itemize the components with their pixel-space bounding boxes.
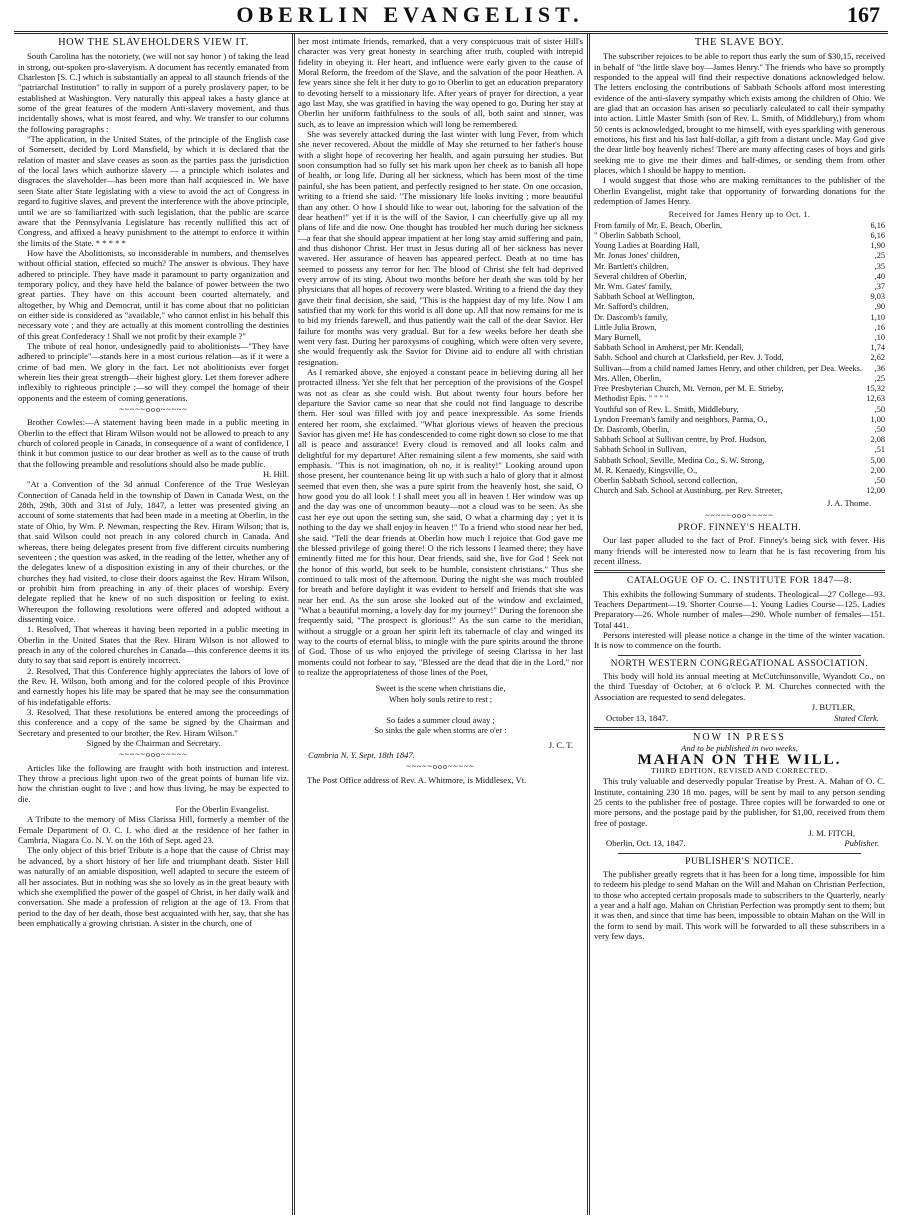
- notice: The Post Office address of Rev. A. Whitmore, is Middlesex, Vt.: [307, 774, 527, 785]
- donation-row: [594, 394, 885, 404]
- paragraph: Articles like the following are fraught with both instruction and interest. They throw a precious light upon two of the great points of human life viz. how the christian ought to live ; and how thus living, he may be expected to die.: [18, 762, 289, 804]
- paragraph: South Carolina has the notoriety, (we will not say honor ) of taking the lead in strong, out-spoken pro-slaveryism. A document has recently emanated from Charleston [S. C.] which is substantially an appeal to all staunch friends of the "patriarchal Institution" to rally in support of a purely proslavery paper, to be established at Washington. Very naturally this appeal takes a hasty glance at some of the great features of the modern Anti-slavery movement, and thus incidentally shows, what is most feared, and why. We transfer to our columns the following paragraphs :: [18, 51, 289, 134]
- page-number: 167: [847, 2, 880, 27]
- donation-amount: ,51: [874, 445, 885, 455]
- donation-row: [594, 302, 885, 312]
- poem-line: When holy souls retire to rest ;: [388, 694, 493, 704]
- donation-row: [594, 476, 885, 486]
- ornament-divider: ~~~~~ooo~~~~~: [119, 750, 188, 760]
- paragraph: her most intimate friends, remarked, that a very conspicuous trait of sister Hill's character was very great honesty in searching after truth, coupled with intrepid fidelity in obeying it. Her heart, and influence were early given to the cause of Moral Reform, the freedom of the Slave, and the salvation of the poor Heathen. A few years since she felt it her duty to go to Oberlin to get an education preparatory to devoting herself to a missionary life. After years of prayer for direction, a year ago last May, she was gratified in having the way opened to go. During her stay at Oberlin her uniform faithfulness to the souls of all, both saint and sinner, was such, as to leave an impression which will long be remembered.: [298, 36, 583, 129]
- donation-name: Oberlin Sabbath School, second collection,: [594, 475, 738, 485]
- paragraph: The subscriber rejoices to be able to report thus early the sum of $30,15, received in behalf of "the little slave boy—James Henry." The friends who have so promptly responded to the appeal will find their respective donations acknowledged below. The letters enclosing the contributions of Sabbath Schools afford most interesting evidence of the anti-slavery sympathy which exists among the children of Ohio. We are glad that an occasion has arisen so peculiarly calculated to call their sympathy into action. Little Master Smith (son of Rev. L. Smith, of Middlebury,) from whom 50 cents is acknowledged, brought to me himself, with eyes sparkling with generous emotions, his first and his last half-dollar, a gift from a distant uncle. May God give the dear little boy heavenly riches! There are many affecting cases of boys and girls seeking me to give me their dimes and half-dimes, or sending them from other places, which I should be happy to mention.: [594, 51, 885, 176]
- donation-amount: ,25: [874, 373, 885, 383]
- donation-row: [594, 231, 885, 241]
- donation-name: Mary Burnell,: [594, 333, 642, 343]
- donation-amount: ,16: [874, 322, 885, 332]
- donation-name: Little Julia Brown,: [594, 322, 657, 332]
- donation-name: Lyndon Freeman's family and neighbors, Parma, O.,: [594, 414, 768, 424]
- donation-name: Methodist Epis. " " " ": [594, 394, 669, 404]
- donation-list: [594, 221, 885, 496]
- ad-title: MAHAN ON THE WILL.: [637, 751, 842, 768]
- article-title: PUBLISHER'S NOTICE.: [685, 855, 794, 867]
- donation-amount: ,50: [874, 404, 885, 414]
- ornament-divider: ~~~~~ooo~~~~~: [705, 510, 774, 520]
- resolution: 1. Resolved, That whereas it having been reported in a public meeting in Oberlin in the United States that the Rev. Hiram Wilson is not allowed to preach in any of the colored churches in Canada—this conference deems it its duty to say that said report is entirely incorrect.: [18, 624, 289, 666]
- donation-amount: 1,10: [870, 312, 885, 322]
- donation-amount: ,10: [874, 333, 885, 343]
- donation-amount: ,50: [874, 424, 885, 434]
- letter-paragraph: Brother Cowles:—A statement having been made in a public meeting in Oberlin to the effect that Hiram Wilson would not be allowed to preach to any church of colored people in Canada, in consequence of a want of confidence, I think it but common justice to our dear brother as well as to the cause of truth that the following preamble and resolutions should also be made public.: [18, 417, 289, 469]
- donation-name: Church and Sab. School at Austinburg, per Rev. Streeter,: [594, 486, 783, 496]
- byline: For the Oberlin Evangelist.: [175, 804, 269, 815]
- dateline: Cambria N. Y. Sept. 18th 1847.: [308, 750, 415, 761]
- resolution: 3. Resolved, That these resolutions be entered among the proceedings of this conference and a copy of the same be signed by the Chairman and Secretary and presented to our brother, the Rev. Hiram Wilson.": [18, 707, 289, 738]
- donation-row: [594, 241, 885, 251]
- section-rule: [594, 727, 885, 730]
- donation-amount: ,36: [874, 363, 885, 373]
- donation-row: [594, 272, 885, 282]
- donation-name: Dr. Dascomb, Oberlin,: [594, 424, 670, 434]
- section-rule: [618, 853, 861, 854]
- column-3: [594, 36, 885, 1215]
- donation-name: Sullivan—from a child named James Henry, and other children, per Dea. Weeks.: [594, 363, 862, 373]
- column-2: [298, 36, 583, 1215]
- ornament-divider: ~~~~~ooo~~~~~: [406, 762, 475, 772]
- donation-name: Sabbath School in Amherst, per Mr. Kendall,: [594, 343, 744, 353]
- donation-row: [594, 425, 885, 435]
- donation-amount: 6,16: [870, 231, 885, 241]
- donation-amount: ,35: [874, 261, 885, 271]
- donation-amount: 12,63: [866, 394, 885, 404]
- donation-row: [594, 445, 885, 455]
- donation-row: [594, 384, 885, 394]
- donation-row: [594, 323, 885, 333]
- donation-amount: 5,00: [870, 455, 885, 465]
- donation-amount: ,90: [874, 302, 885, 312]
- donation-name: " Oberlin Sabbath School,: [594, 231, 681, 241]
- poem-line: So sinks the gale when storms are o'er :: [374, 726, 507, 736]
- paragraph: She was severely attacked during the last winter with lung Fever, from which she never recovered. About the middle of May she returned to her father's house with a slight hope of recovering her health, and again pursuing her studies. But soon consumption had so fully set his mark upon her cheek as to banish all hope of health, or long life. During all her sickness, which has been most of the time painful, she has been patient, and perfectly resigned to her state. On one occasion, writing to a friend she said. "The missionary life looks inviting ; more beautiful than any other. O how I should like to wear out, laboring for the salvation of the dear heathen!" yet if it is the will of the Savior, I can cheerfully give up all my plans of life and die now. One thought has troubled her much during her sickness—a fear that she should appear impatient at her long stay amid suffering and pain, and thus dishonor Christ. Her trust in Jesus during all of her sickness has never wavered. Her assurance of heaven has appeared perfect. Death at no time has seemed to possess any terror for her. The blood of Christ she felt had deprived every arrow of its sting. About two months before her death she was told by her physicians that all hopes of recovery were blasted. Writing to a friend the day they gave their final decision, she said, "This is the happiest day of my life. Now I am satisfied that my work for this world is all done up. All that now remains for me is to bid my friends farewell, and thus patiently wait the call of the dear Savior. Her failure for months was very gradual. But for a few weeks before her death she went very fast. During her paroxysms of coughing, which were often very severe, she would frequently ask the Savior for Divine aid to endure all with christian resignation.: [298, 129, 583, 367]
- donation-row: [594, 364, 885, 374]
- donation-amount: 1,90: [870, 241, 885, 251]
- donation-name: Mr. Wm. Gates' family,: [594, 282, 672, 292]
- donation-amount: ,25: [874, 251, 885, 261]
- article-title: NORTH WESTERN CONGREGATIONAL ASSOCIATION.: [610, 657, 869, 669]
- poem-line: Sweet is the scene when christians die,: [375, 684, 506, 694]
- donation-amount: 12,00: [866, 486, 885, 496]
- donation-row: [594, 262, 885, 272]
- donation-row: [594, 435, 885, 445]
- top-rule: [14, 31, 888, 34]
- paragraph: The only object of this brief Tribute is a hope that the cause of Christ may be advanced, by a short history of her life and triumphant death. Sister Hill was naturally of an amiable disposition, well adapted to secure the esteem of all her associates. But in nothing was she so lovely as in the great beauty with which she exemplified the power of the gospel of Christ, in her daily walk and conversation. She made a profession of religion at the age of 13. From that period to the day of her death, those best acquainted with her, say, that she has been emphatically a growing christian. A sister in the church, one of: [18, 845, 289, 928]
- paragraph: Our last paper alluded to the fact of Prof. Finney's being sick with fever. His many friends will be interested now to learn that he is fast recovering from his recent illness.: [594, 535, 885, 567]
- donation-name: Dr. Dascomb's family,: [594, 312, 668, 322]
- donation-row: [594, 456, 885, 466]
- quote-paragraph: "At a Convention of the 3d annual Conference of the True Wesleyan Connection of Canada held in the township of Dawn in Canada West, on the 28th, 29th, 30th and 31st of July, 1847, a letter was presented giving an account of some statements that had been made in a meeting at Oberlin, in the state of Ohio, by Wm. P. Newman, respecting the Rev. Hiram Wilson; that is, that said Wilson could not preach in any colored church in Canada. And whereas, there being delegates present from five different circuits numbering seventeen ; the question was asked, in the reading of the letter, whether any of the delegates knew of a disposition existing in any of their churches, or the churches they had visited, to close their doors against the Rev. Hiram Wilson, or prohibit him from preaching in any of their places of worship. Every delegate replied that he knew of no such disposition or feeling to exist. Whereupon the following resolutions were offered and adopted without a dissenting voice.: [18, 479, 289, 624]
- paragraph: This exhibits the following Summary of students. Theological—27 College—93. Teachers Department—19. Shorter Course—1. Young Ladies Course—125. Ladies Preparatory—26. Whole number of males—290. Whole number of females—151. Total 441.: [594, 588, 885, 630]
- letter-signature: H. Hill.: [262, 469, 289, 480]
- quote-paragraph: "The application, in the United States, of the principle of the English case of Somersett, decided by Lord Mansfield, by which it is declared that the relation of master and slave ceases as soon as the parties pass the jurisdiction of the local laws which authorize slavery — a principle which isolates and disgraces the slaveholder—has been more than half acquiesced in. We have seen State after State legislating with a view to avoid the act of Congress in regard to fugitive slaves, and prevent the interference with the above principle, until we are so familiarized with such legislation, that the public are scarce aware that the Pennsylvania Legislature has recently nullified this act of Congress, and affixed a heavy punishment to the attempt to enforce it within the limits of the State. * * * * *: [18, 134, 289, 248]
- paragraph: This truly valuable and deservedly popular Treatise by Prest. A. Mahan of O. C. Institute, containing 230 18 mo. pages, will be sent by mail to any person sending 25 cents to the publisher free of postage. Three copies will be forwarded to one or more persons, and the postage paid by the publisher, for $1,00, received from them free of postage.: [594, 776, 885, 828]
- article-title: THE SLAVE BOY.: [694, 37, 785, 48]
- donation-amount: 2,62: [870, 353, 885, 363]
- paragraph: This body will hold its annual meeting at McCutchinsonville, Wyandott Co., on the third Tuesday of October, at 6 o'clock P. M. Churches connected with the Association are requested to send delegates.: [594, 671, 885, 702]
- donation-name: Sabbath School at Wellington,: [594, 292, 695, 302]
- donation-row: [594, 282, 885, 292]
- donation-amount: ,50: [874, 475, 885, 485]
- donation-amount: 1,00: [870, 414, 885, 424]
- column-divider: [292, 34, 295, 1215]
- donation-name: Several children of Oberlin,: [594, 271, 687, 281]
- signature: J. A. Thome.: [826, 498, 871, 509]
- donation-name: Sabb. School and church at Clarksfield, per Rev. J. Todd,: [594, 353, 784, 363]
- donation-name: Sabbath School, Seville, Medina Co., S. W. Strong,: [594, 455, 765, 465]
- paragraph: A Tribute to the memory of Miss Clarissa Hill, formerly a member of the Female Department of O. C. I. who died at the residence of her father in Cambria, Niagara Co. N. Y. on the 16th of Sept. aged 23.: [18, 814, 289, 846]
- column-1: [18, 36, 289, 1215]
- donation-row: [594, 313, 885, 323]
- section-rule: [618, 655, 861, 656]
- donation-name: From family of Mr. E. Beach, Oberlin,: [594, 220, 723, 230]
- donation-row: [594, 466, 885, 476]
- paragraph: The publisher greatly regrets that it has been for a long time, impossible for him to redeem his pledge to send Mahan on the Will and Mahan on Christian Perfection, to those who accepted certain proposals made to subscribers to the Quarterly, nearly a year and a half ago. Mahan on Christian Perfection was promptly sent to them; but it was then, and since that time has been, impossible to obtain Mahan on the Will in the form to send by mail. This work will be forwarded to all these subscribers in a very few days.: [594, 868, 885, 942]
- donation-amount: 6,16: [870, 220, 885, 230]
- donation-row: [594, 415, 885, 425]
- donation-row: [594, 374, 885, 384]
- ad-subheading: And to be published in two weeks,: [681, 743, 798, 754]
- ad-edition: THIRD EDITION, REVISED AND CORRECTED.: [650, 765, 829, 775]
- donation-row: [594, 221, 885, 231]
- section-rule: [594, 570, 885, 573]
- donation-amount: 15,32: [866, 384, 885, 394]
- signature-line: [594, 838, 885, 848]
- role: Stated Clerk.: [834, 712, 879, 723]
- ad-heading: NOW IN PRESS: [693, 731, 786, 743]
- donation-name: Youthful son of Rev. L. Smith, Middlebury,: [594, 404, 739, 414]
- masthead: [0, 0, 900, 30]
- donation-name: M. R. Kenaedy, Kingsville, O.,: [594, 465, 698, 475]
- paragraph: I would suggest that those who are making remittances to the publisher of the Oberlin Evangelist, might take that opportunity of forwarding donations for the redemption of James Henry.: [594, 175, 885, 207]
- donation-name: Sabbath School at Sullivan centre, by Prof. Hudson,: [594, 435, 767, 445]
- donation-row: [594, 333, 885, 343]
- donation-amount: 2,08: [870, 435, 885, 445]
- signature: J. M. FITCH,: [808, 827, 855, 838]
- author-initials: J. C. T.: [548, 739, 573, 750]
- donation-row: [594, 251, 885, 261]
- paragraph: Persons interested will please notice a change in the time of the winter vacation. It is now to commence on the fourth.: [594, 630, 885, 651]
- column-divider: [587, 34, 590, 1215]
- article-title: HOW THE SLAVEHOLDERS VIEW IT.: [58, 37, 249, 48]
- donation-name: Mrs. Allen, Oberlin,: [594, 373, 662, 383]
- donation-row: [594, 405, 885, 415]
- donations-heading: Received for James Henry up to Oct. 1.: [668, 209, 811, 219]
- paragraph: The tribute of real honor, undesignedly paid to abolitionists—"They have adhered to principle"—stands here in a most curious relation—as if it were a crime of bad men. We glory in the fact. Let not abolitionists ever forget wherein lies their great strength—their highest glory. Let them forever adhere inflexibly to righteous principle ;—so will they compel the homage of their opponents and the esteem of coming generations.: [18, 340, 289, 403]
- signature-line: Signed by the Chairman and Secretary.: [86, 738, 221, 749]
- masthead-title: OBERLIN EVANGELIST.: [236, 2, 584, 27]
- donation-name: Mr. Safford's children,: [594, 302, 669, 312]
- donation-amount: ,40: [874, 271, 885, 281]
- resolution: 2. Resolved, That this Conference highly appreciates the labors of love of the Rev. H. Wilson, both among and for the colored people of this Province and earnestly hopes his life may be spared that he may see the consummation of his indefatigable efforts.: [18, 665, 289, 707]
- donation-name: Mr. Jonas Jones' children,: [594, 251, 680, 261]
- paragraph: As I remarked above, she enjoyed a constant peace in believing during all her protracted illness. Yet she felt that her perception of the provisions of the Gospel was not as clear as she could wish. But about twenty four hours before her departure the Savior came so near that she could not find language to describe them. Her soul was filled with joy and peace inexpressible. As some friends entered her room, she exclaimed. "What glorious views of heaven the precious Savior has given me! He has condescended to come right down so close to me that all is peace and assurance! Every cloud is removed and all looks calm and delightful for my departure! After remaining silent a few moments, she said with emphasis. "This is not imagination, oh no, it is reality!" Looking around upon those present, her countenance being lit up with such a halo of glory that it almost seemed that even then, she was a pure spirit from the heavenly host, she said, O how good you do all look ! I shall meet you all in heaven ! Her window was up and the day was one of uncommon beauty—not a cloud was to be seen. As she cast her eye out upon the setting sun, she said, O what a charming day ; yet it is nothing to the day we shall enjoy in heaven !" To a friend who stood near her bed, she said. "Tell the dear friends at Oberlin how much I rejoice that God gave me the blessed privilege of going there! O the rich lessons I learned there; they have eminently fitted me for this hour. Dear friends, said she, live for God ! Seek not the honor of this world, but seek to be humble, consistent christians." Thus she continued to talk most of the afternoon. During the night she was much troubled for breath and before daylight it was evident to herself and friends that she was near her end. As the sun arose she looked out of the window and exclaimed, "What a beautiful morning, a lovely day for my journey!" During the forenoon she frequently said, "The prospect is glorious!" As the sun came to the meridian, without a struggle or a groan her spirit left its tabernacle of clay and winged its way to the courts of eternal bliss, to mingle with the pure spirits around the throne of God. Those of us who enjoyed the privilege of seeing Clarissa in her last moments could not forbear to say, "Blessed are the dead that die in the Lord," nor to realize the appropriateness of those lines of the Poet,: [298, 367, 583, 677]
- poem-line: So fades a summer cloud away ;: [386, 716, 495, 725]
- date: October 13, 1847.: [606, 712, 669, 723]
- signature-line: [594, 713, 885, 723]
- ornament-divider: ~~~~~ooo~~~~~: [119, 405, 188, 415]
- donation-amount: 1,74: [870, 343, 885, 353]
- donation-name: Mr. Bartlett's children,: [594, 261, 669, 271]
- article-title: PROF. FINNEY'S HEALTH.: [677, 522, 802, 534]
- donation-amount: 9,03: [870, 292, 885, 302]
- donation-row: [594, 486, 885, 496]
- donation-amount: 2,00: [870, 465, 885, 475]
- donation-row: [594, 292, 885, 302]
- date: Oberlin, Oct. 13, 1847.: [606, 838, 686, 849]
- signature: J. BUTLER,: [811, 702, 855, 713]
- donation-name: Sabbath School in Sullivan,: [594, 445, 687, 455]
- donation-row: [594, 353, 885, 363]
- quote-paragraph: How have the Abolitionists, so inconsiderable in numbers, and themselves without official station, effected so much? The answer is obvious. They have adhered to principle. They have made it paramount to party organization and temporary policy, and they have held the balance of power between the two great parties. They have on this account been courted alternately, and altogether, by Whig and Democrat, until it has come about that no politician on either side is considered as "available," who cannot enlist in his behalf this necessary vote ; and they are actually at this moment controlling the destinies of this great Confederacy ! Shall we not profit by their example ?": [18, 247, 289, 341]
- donation-name: Free Presbyterian Church, Mt. Vernon, per M. E. Strieby,: [594, 384, 784, 394]
- donation-row: [594, 343, 885, 353]
- donation-amount: ,37: [874, 282, 885, 292]
- donation-name: Young Ladies at Boarding Hall,: [594, 241, 700, 251]
- article-title: CATALOGUE OF O. C. INSTITUTE FOR 1847—8.: [626, 575, 853, 587]
- role: Publisher.: [844, 838, 879, 849]
